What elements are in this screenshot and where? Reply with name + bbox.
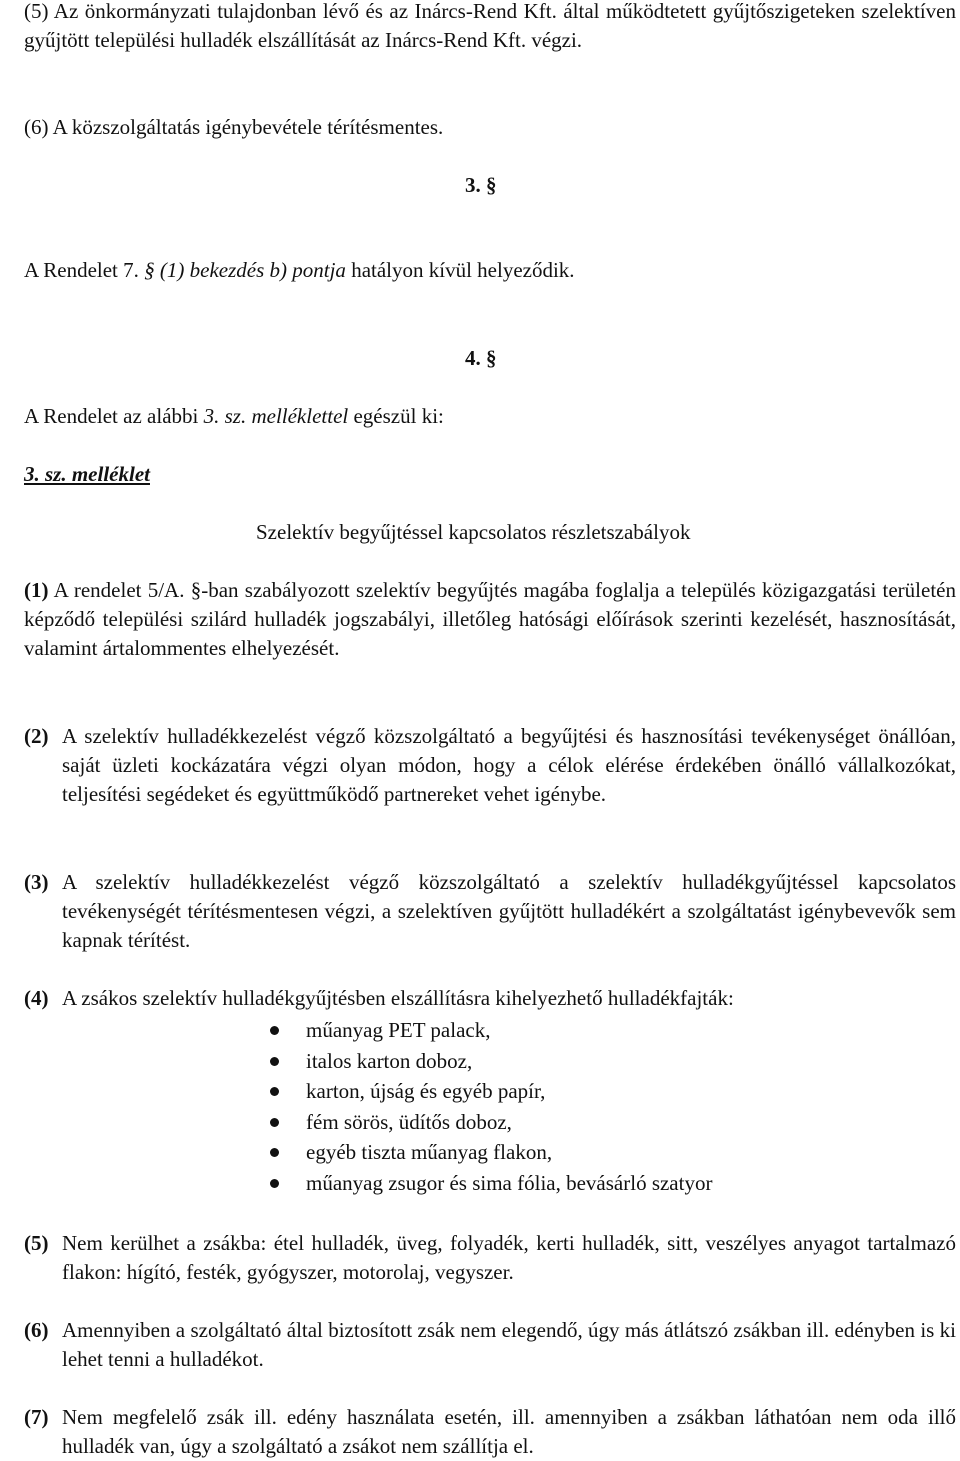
paragraph-top-6: (6) A közszolgáltatás igénybevétele térítésmentes.: [24, 115, 444, 139]
list-item-text: műanyag zsugor és sima fólia, bevásárló szatyor: [306, 1170, 713, 1195]
list-item: [258, 1076, 712, 1107]
section-4-text: [24, 402, 444, 431]
bullet-icon: [270, 1148, 279, 1157]
list-item: [258, 1046, 712, 1077]
annex-paragraph-5: [24, 1229, 956, 1287]
list-item-text: karton, újság és egyéb papír,: [306, 1079, 546, 1103]
list-item: [258, 1137, 712, 1168]
section-4-text-italic: 3. sz. melléklettel: [203, 404, 349, 428]
paragraph-text: Nem kerülhet a zsákba: étel hulladék, üveg, folyadék, kerti hulladék, sitt, veszélyes anyagot tartalmazó flakon: hígító, festék, gyógyszer, motorolaj, vegyszer.: [62, 1231, 956, 1284]
paragraph-text: A szelektív hulladékkezelést végző közszolgáltató a szelektív hulladékgyűjtéssel kapcsolatos tevékenységét térítésmentesen végzi, a szelektíven gyűjtött hulladékért a szolgáltatást igénybevevők sem kapnak térítést.: [62, 870, 956, 952]
list-item: [258, 1168, 712, 1199]
paragraph-number: (1): [24, 578, 49, 602]
section-3-text-pre: A Rendelet 7.: [24, 258, 145, 282]
paragraph-text: Amennyiben a szolgáltató által biztosított zsák nem elegendő, úgy más átlátszó zsákban ill. edényben is ki lehet tenni a hulladékot.: [62, 1318, 956, 1371]
paragraph-number: (2): [24, 724, 49, 748]
annex-paragraph-4: [24, 984, 956, 1013]
list-item-text: egyéb tiszta műanyag flakon,: [306, 1140, 553, 1164]
section-4-text-pre: A Rendelet az alábbi: [24, 404, 204, 428]
paragraph-number: (7): [24, 1405, 49, 1429]
paragraph-number: (4): [24, 986, 49, 1010]
waste-types-list: [258, 1015, 712, 1198]
annex-paragraph-2: [24, 722, 956, 809]
bullet-icon: [270, 1057, 279, 1066]
annex-paragraph-3: [24, 868, 956, 955]
annex-paragraph-6: [24, 1316, 956, 1374]
section-4-text-post: egészül ki:: [348, 404, 444, 428]
paragraph-top-5: (5) Az önkormányzati tulajdonban lévő és az Inárcs-Rend Kft. által működtetett gyűjtőszigeteken szelektíven gyűjtött települési hulladék elszállítását az Inárcs-Rend Kft. végzi.: [24, 0, 956, 52]
list-item: [258, 1015, 712, 1046]
section-3-text-italic: § (1) bekezdés b) pontja: [144, 258, 346, 282]
list-item-text: műanyag PET palack,: [306, 1018, 491, 1042]
annex-title: 3. sz. melléklet: [24, 462, 150, 486]
paragraph-number: (6): [24, 1318, 49, 1342]
annex-paragraph-7: [24, 1403, 956, 1461]
list-item: [258, 1107, 712, 1138]
bullet-icon: [270, 1118, 279, 1127]
paragraph-text: A szelektív hulladékkezelést végző közszolgáltató a begyűjtési és hasznosítási tevékenységet önállóan, saját üzleti kockázatára végzi olyan módon, hogy a célok elérése érdekében önálló vállalkozókat, teljesítési segédeket és együttműködő partnereket vehet igénybe.: [62, 724, 956, 806]
paragraph-number: (5): [24, 1231, 49, 1255]
section-3-text: [24, 256, 575, 285]
bullet-icon: [270, 1026, 279, 1035]
bullet-icon: [270, 1179, 279, 1188]
section-3-heading: 3. §: [465, 173, 497, 197]
paragraph-text: A rendelet 5/A. §-ban szabályozott szelektív begyűjtés magába foglalja a település közigazgatási területén képződő települési szilárd hulladék jogszabályi, illetőleg hatósági előírások szerinti kezelését, hasznosítását, valamint ártalommentes elhelyezését.: [24, 578, 956, 660]
section-4-heading: 4. §: [465, 346, 497, 370]
paragraph-text: Nem megfelelő zsák ill. edény használata esetén, ill. amennyiben a zsákban láthatóan nem oda illő hulladék van, úgy a szolgáltató a zsákot nem szállítja el.: [62, 1405, 956, 1458]
section-3-text-post: hatályon kívül helyeződik.: [345, 258, 575, 282]
paragraph-text: A zsákos szelektív hulladékgyűjtésben elszállításra kihelyezhető hulladékfajták:: [62, 986, 734, 1010]
annex-subtitle: Szelektív begyűjtéssel kapcsolatos részletszabályok: [256, 520, 691, 544]
annex-paragraph-1: [24, 576, 956, 663]
bullet-icon: [270, 1087, 279, 1096]
list-item-text: fém sörös, üdítős doboz,: [306, 1109, 512, 1134]
list-item-text: italos karton doboz,: [306, 1048, 473, 1073]
paragraph-number: (3): [24, 870, 49, 894]
